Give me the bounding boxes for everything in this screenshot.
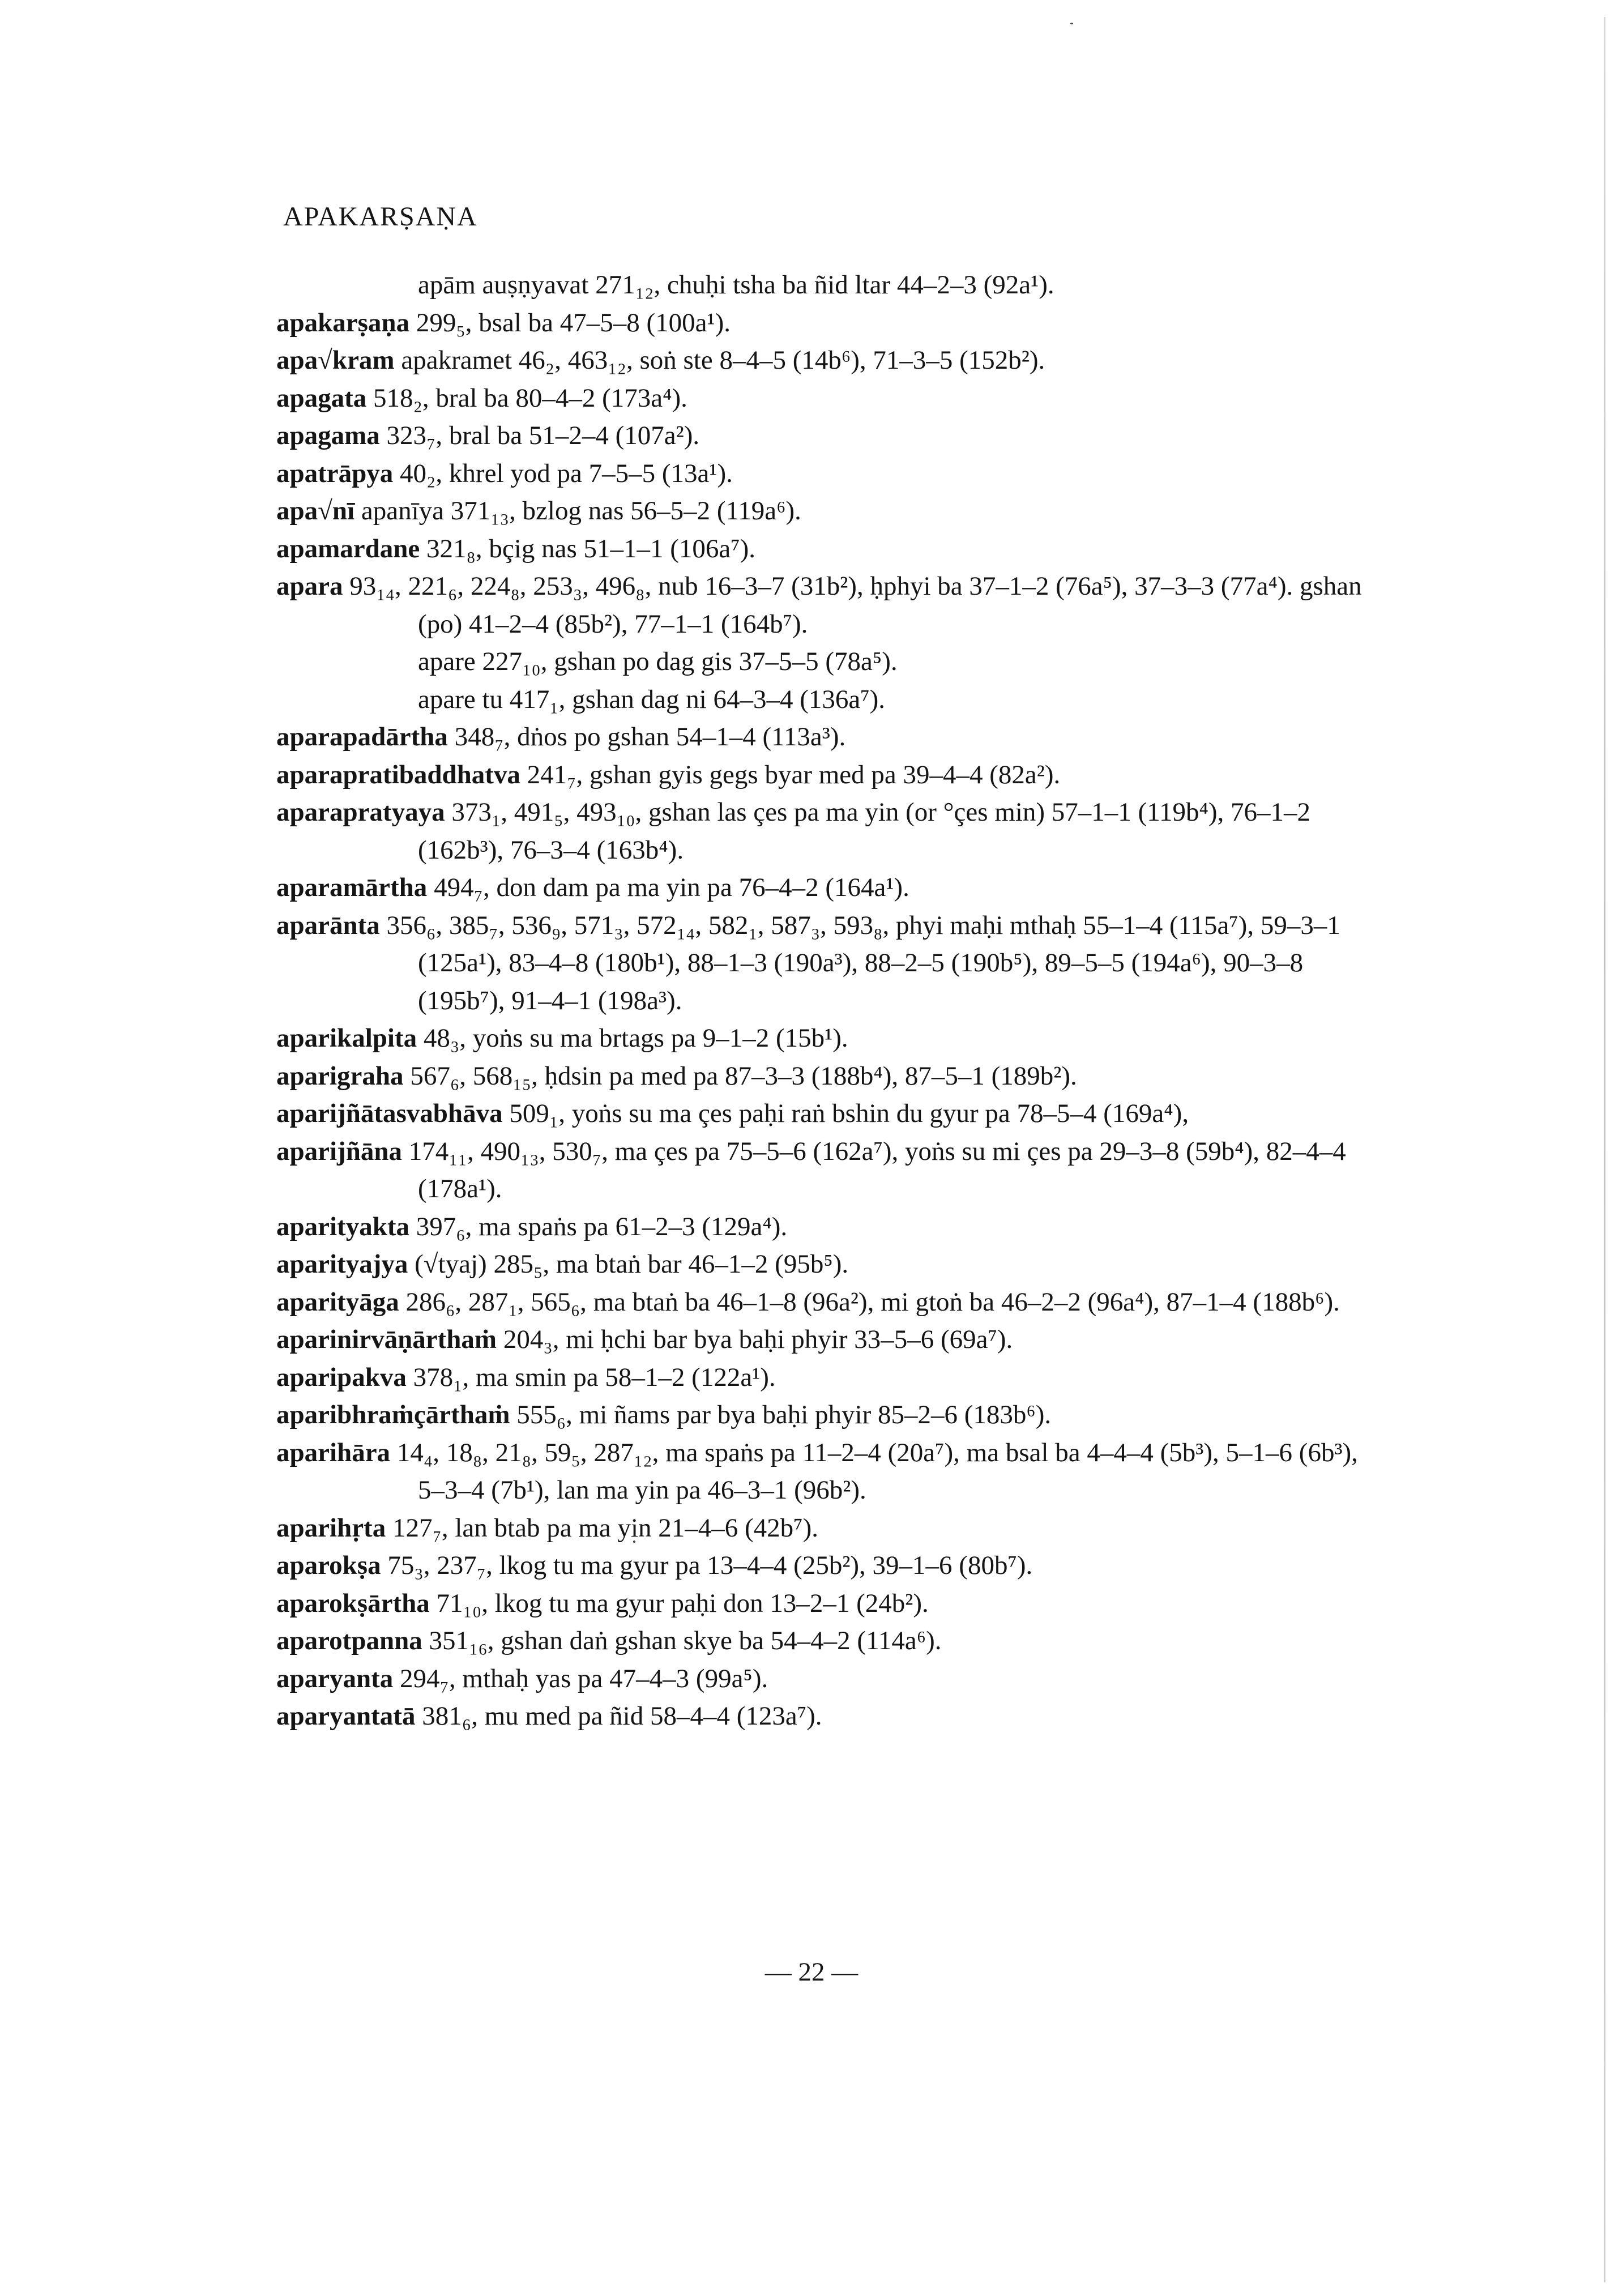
entry-body: 241₇, gshan gyis gegs byar med pa 39–4–4 (82a²). — [520, 759, 1061, 789]
entry-headword: apara — [276, 571, 343, 601]
entry-headword: aparānta — [276, 910, 380, 940]
entry-body: 204₃, mi ḥchi bar bya baḥi phyir 33–5–6 (69a⁷). — [497, 1325, 1013, 1354]
entry-headword: apatrāpya — [276, 458, 394, 488]
entry-headword: aparityakta — [276, 1211, 409, 1241]
entry-headword: apamardane — [276, 534, 420, 564]
entry-headword: aparapratyaya — [276, 797, 445, 827]
page-number: — 22 — — [764, 1957, 859, 1987]
dictionary-entry — [276, 1585, 1383, 1623]
entry-headword: aparyanta — [276, 1663, 394, 1693]
dictionary-entry — [276, 417, 1383, 455]
entry-body: 494₇, don dam pa ma yin pa 76–4–2 (164a¹). — [427, 873, 909, 902]
entry-body: 518₂, bral ba 80–4–2 (173a⁴). — [366, 383, 687, 413]
dictionary-entry — [276, 907, 1383, 1020]
dictionary-entry — [276, 1019, 1383, 1057]
dictionary-entry — [276, 530, 1383, 568]
entry-body: 40₂, khrel yod pa 7–5–5 (13a¹). — [393, 458, 733, 488]
dictionary-entry — [276, 1095, 1383, 1133]
entry-headword: aparokṣa — [276, 1551, 381, 1580]
entry-headword: aparapratibaddhatva — [276, 759, 520, 789]
entry-body: 348₇, dṅos po gshan 54–1–4 (113a³). — [447, 722, 846, 752]
entry-body: 299₅, bsal ba 47–5–8 (100a¹). — [409, 308, 731, 338]
entry-body: 93₁₄, 221₆, 224₈, 253₃, 496₈, nub 16–3–7 (31b²), ḥphyi ba 37–1–2 (76a⁵), 37–3–3 (77a⁴). gshan (po) 41–2–4 (85b²), 77–1–1 (164b⁷). — [343, 571, 1362, 639]
entry-body: 378₁, ma smin pa 58–1–2 (122a¹). — [406, 1362, 776, 1392]
dictionary-entry — [276, 304, 1383, 342]
entry-body: 48₃, yoṅs su ma brtags pa 9–1–2 (15b¹). — [417, 1023, 848, 1053]
entry-body: 323₇, bral ba 51–2–4 (107a²). — [379, 421, 700, 450]
dictionary-entry — [276, 1622, 1383, 1660]
entry-body: 373₁, 491₅, 493₁₀, gshan las çes pa ma yin (or °çes min) 57–1–1 (119b⁴), 76–1–2 (162b³), 76–3–4 (163b⁴). — [418, 797, 1310, 865]
dictionary-entry — [276, 718, 1383, 756]
entry-body: 286₆, 287₁, 565₆, ma btaṅ ba 46–1–8 (96a²), mi gtoṅ ba 46–2–2 (96a⁴), 87–1–4 (188b⁶). — [399, 1287, 1340, 1317]
entry-body: 294₇, mthaḥ yas pa 47–4–3 (99a⁵). — [393, 1663, 768, 1693]
entry-body: apanīya 371₁₃, bzlog nas 56–5–2 (119a⁶). — [355, 496, 801, 526]
entry-body: 381₆, mu med pa ñid 58–4–4 (123a⁷). — [415, 1701, 822, 1731]
entry-body: 555₆, mi ñams par bya baḥi phyir 85–2–6 (183b⁶). — [510, 1400, 1052, 1429]
sub-entry: apare tu 417₁, gshan dag ni 64–3–4 (136a⁷). — [418, 684, 886, 714]
sub-entry: apām auṣṇyavat 271₁₂, chuḥi tsha ba ñid ltar 44–2–3 (92a¹). — [418, 270, 1054, 300]
entry-headword: aparihṛta — [276, 1513, 386, 1543]
entry-headword: apakarṣaṇa — [276, 308, 410, 338]
entry-headword: aparigraha — [276, 1061, 404, 1091]
entry-body: apakramet 46₂, 463₁₂, soṅ ste 8–4–5 (14b⁶), 71–3–5 (152b²). — [394, 345, 1045, 375]
entry-headword: aparikalpita — [276, 1023, 417, 1053]
entry-body: (√tyaj) 285₅, ma btaṅ bar 46–1–2 (95b⁵). — [408, 1249, 849, 1279]
dictionary-entry — [276, 1434, 1383, 1509]
dictionary-entries — [276, 266, 1383, 1735]
entry-body: 14₄, 18₈, 21₈, 59₅, 287₁₂, ma spaṅs pa 11–2–4 (20a⁷), ma bsal ba 4–4–4 (5b³), 5–1–6 (6b³), 5–3–4 (7b¹), lan ma yin pa 46–3–1 (96b²). — [390, 1437, 1358, 1505]
dictionary-entry — [276, 492, 1383, 530]
entry-headword: aparijñātasvabhāva — [276, 1099, 503, 1128]
entry-headword: aparinirvāṇārthaṁ — [276, 1325, 497, 1354]
entry-headword: apagama — [276, 421, 380, 450]
dictionary-entry — [276, 1547, 1383, 1585]
entry-body: 356₆, 385₇, 536₉, 571₃, 572₁₄, 582₁, 587₃, 593₈, phyi maḥi mthaḥ 55–1–4 (115a⁷), 59–3–1 (125a¹), 83–4–8 (180b¹), 88–1–3 (190a³), 88–2–5 (190b⁵), 89–5–5 (194a⁶), 90–3–8 (195b⁷), 91–4–1 (198a³). — [379, 910, 1340, 1015]
entry-body: 509₁, yoṅs su ma çes paḥi raṅ bshin du gyur pa 78–5–4 (169a⁴), — [502, 1099, 1189, 1128]
dictionary-entry — [276, 1057, 1383, 1095]
dictionary-entry — [276, 455, 1383, 493]
sub-entry: apare 227₁₀, gshan po dag gis 37–5–5 (78a⁵). — [418, 647, 898, 676]
entry-headword: aparijñāna — [276, 1136, 402, 1166]
dictionary-entry — [276, 1660, 1383, 1698]
entry-body: 71₁₀, lkog tu ma gyur paḥi don 13–2–1 (24b²). — [429, 1588, 929, 1618]
dictionary-entry — [276, 869, 1383, 907]
entry-body: 567₆, 568₁₅, ḥdsin pa med pa 87–3–3 (188b⁴), 87–5–1 (189b²). — [403, 1061, 1077, 1091]
entry-headword: aparapadārtha — [276, 722, 448, 752]
page-edge-shadow — [1604, 17, 1605, 2282]
entry-headword: apa√nī — [276, 496, 355, 526]
entry-headword: aparotpanna — [276, 1626, 422, 1655]
dictionary-entry — [276, 1321, 1383, 1359]
entry-headword: aparamārtha — [276, 873, 428, 902]
entry-body: 321₈, bçig nas 51–1–1 (106a⁷). — [420, 534, 756, 564]
entry-body: 75₃, 237₇, lkog tu ma gyur pa 13–4–4 (25b²), 39–1–6 (80b⁷). — [381, 1551, 1033, 1580]
dictionary-entry — [276, 1697, 1383, 1735]
entry-body: 127₇, lan btab pa ma yin 21–4–6 (42b⁷). — [386, 1513, 818, 1543]
entry-headword: aparibhraṁçārthaṁ — [276, 1400, 510, 1429]
dictionary-entry — [276, 342, 1383, 379]
entry-headword: apagata — [276, 383, 367, 413]
dictionary-entry — [276, 379, 1383, 417]
entry-body: 174₁₁, 490₁₃, 530₇, ma çes pa 75–5–6 (162a⁷), yoṅs su mi çes pa 29–3–8 (59b⁴), 82–4–4 (178a¹). — [402, 1136, 1346, 1204]
entry-headword: aparokṣārtha — [276, 1588, 430, 1618]
entry-body: 397₆, ma spaṅs pa 61–2–3 (129a⁴). — [409, 1211, 788, 1241]
dictionary-entry — [276, 1359, 1383, 1397]
dictionary-entry — [276, 567, 1383, 643]
dictionary-entry — [276, 1133, 1383, 1208]
dictionary-entry — [276, 756, 1383, 794]
running-head: APAKARṢAṆA — [283, 202, 478, 232]
dictionary-entry — [276, 1283, 1383, 1321]
dictionary-entry — [276, 1396, 1383, 1434]
entry-headword: aparityāga — [276, 1287, 399, 1317]
entry-body: 351₁₆, gshan daṅ gshan skye ba 54–4–2 (114a⁶). — [422, 1626, 942, 1655]
dictionary-entry — [276, 1208, 1383, 1246]
dictionary-entry — [276, 793, 1383, 869]
entry-headword: aparipakva — [276, 1362, 407, 1392]
dictionary-entry — [276, 1245, 1383, 1283]
entry-headword: aparihāra — [276, 1437, 391, 1467]
entry-headword: aparityajya — [276, 1249, 408, 1279]
entry-headword: apa√kram — [276, 345, 395, 375]
scan-speck — [1070, 23, 1073, 24]
entry-headword: aparyantatā — [276, 1701, 416, 1731]
dictionary-entry — [276, 1509, 1383, 1547]
